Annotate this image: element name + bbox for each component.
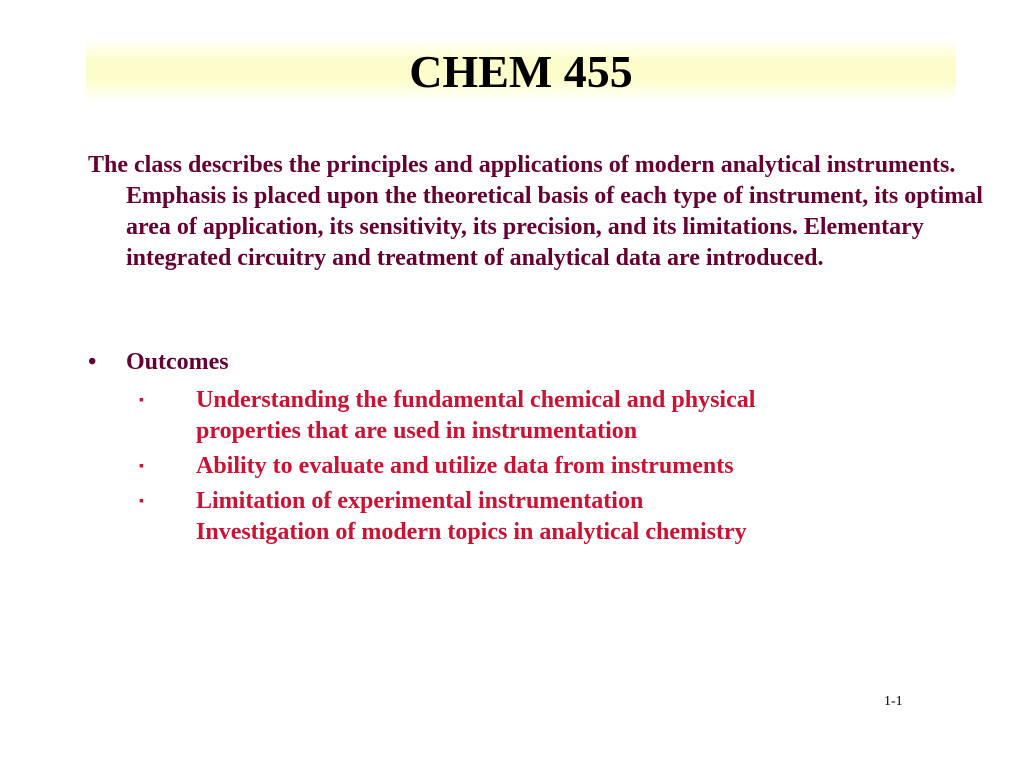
square-bullet-icon: ▪ — [139, 494, 144, 509]
slide-title: CHEM 455 — [409, 46, 633, 97]
outcome-text — [196, 385, 948, 447]
outcome-line: Understanding the fundamental chemical and physical — [196, 387, 756, 413]
outcomes-heading-row — [88, 347, 948, 378]
bullet-icon: • — [88, 349, 97, 375]
outcome-line: Ability to evaluate and utilize data from instruments — [196, 453, 734, 479]
outcomes-section — [88, 347, 948, 552]
square-bullet-icon: ▪ — [139, 459, 144, 474]
outcomes-heading: Outcomes — [126, 349, 229, 375]
list-item — [88, 486, 948, 548]
outcome-line: Investigation of modern topics in analytical chemistry — [196, 519, 747, 545]
outcome-line: properties that are used in instrumentation — [196, 418, 638, 444]
outcome-text — [196, 451, 948, 482]
outcome-line: Limitation of experimental instrumentation — [196, 488, 644, 514]
title-band — [86, 38, 956, 102]
square-bullet-icon: ▪ — [139, 393, 144, 408]
outcome-text — [196, 486, 948, 548]
course-description: The class describes the principles and applications of modern analytical instruments. Emphasis is placed upon the theoretical basis of each type of instrument, its optimal area of application, its sensitivity, its precision, and its limitations. Elementary integrated circuitry and treatment of analytical data are introduced. — [88, 152, 983, 271]
list-item — [88, 451, 948, 482]
list-item — [88, 385, 948, 447]
outcomes-list — [88, 385, 948, 548]
page-number: 1-1 — [884, 694, 903, 709]
